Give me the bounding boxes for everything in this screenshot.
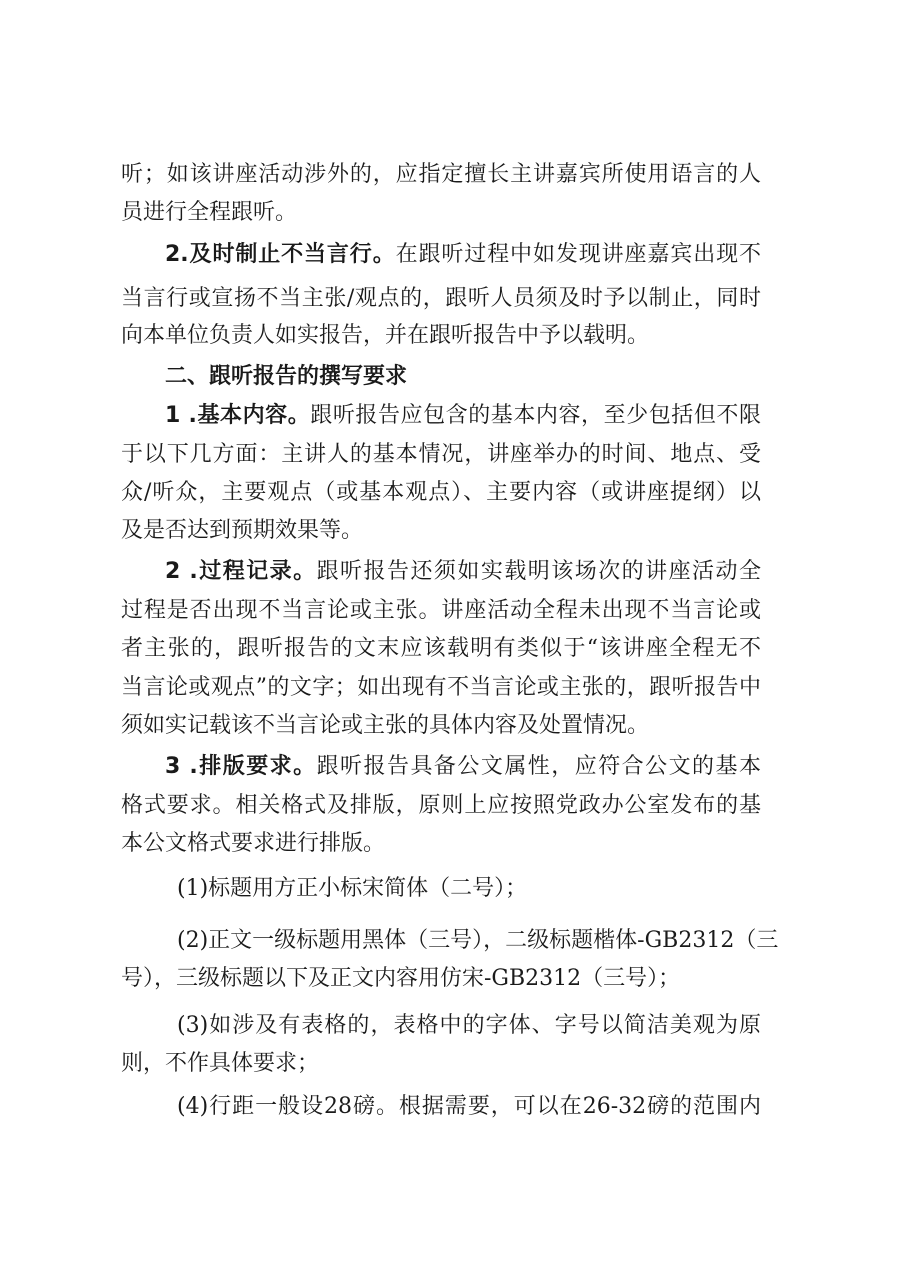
item-2-process-record-line: 2 .过程记录。跟听报告还须如实载明该场次的讲座活动全 <box>165 559 761 584</box>
item-1-basic-content-line: 1 .基本内容。跟听报告应包含的基本内容，至少包括但不限 <box>165 403 761 428</box>
item-2-record-heading: 2 .过程记录。 <box>165 559 317 584</box>
paragraph-line: 众/听众，主要观点（或基本观点）、主要内容（或讲座提纲）以 <box>121 480 761 505</box>
paragraph-line: 者主张的，跟听报告的文末应该载明有类似于“该讲座全程无不 <box>121 636 761 661</box>
list-item: (1)标题用方正小标宋简体（二号）； <box>177 876 528 901</box>
list-item: (2)正文一级标题用黑体（三号），二级标题楷体-GB2312（三 <box>177 928 779 953</box>
paragraph-line: 向本单位负责人如实报告，并在跟听报告中予以载明。 <box>121 323 650 348</box>
section-heading: 二、跟听报告的撰写要求 <box>165 364 408 389</box>
paragraph-line: 本公文格式要求进行排版。 <box>121 831 386 856</box>
paragraph-line: 号），三级标题以下及正文内容用仿宋-GB2312（三号）； <box>121 966 681 991</box>
paragraph-line: 员进行全程跟听。 <box>121 200 298 225</box>
list-item: (4)行距一般设28磅。根据需要，可以在26-32磅的范围内 <box>177 1094 761 1119</box>
item-2-heading: 2.及时制止不当言行。 <box>165 242 396 267</box>
paragraph-line: 则，不作具体要求； <box>121 1051 320 1076</box>
item-3-layout-line: 3 .排版要求。跟听报告具备公文属性，应符合公文的基本 <box>165 754 761 779</box>
paragraph-line: 当言论或观点”的文字；如出现有不当言论或主张的，跟听报告中 <box>121 675 761 700</box>
paragraph-line: 当言行或宣扬不当主张/观点的，跟听人员须及时予以制止，同时 <box>121 286 761 311</box>
paragraph-line: 于以下几方面：主讲人的基本情况，讲座举办的时间、地点、受 <box>121 442 761 467</box>
paragraph-line: 听；如该讲座活动涉外的，应指定擅长主讲嘉宾所使用语言的人 <box>121 162 761 187</box>
paragraph-line: 及是否达到预期效果等。 <box>121 518 364 543</box>
list-item: (3)如涉及有表格的，表格中的字体、字号以简洁美观为原 <box>177 1013 761 1038</box>
item-2-stop-improper-line: 2.及时制止不当言行。在跟听过程中如发现讲座嘉宾出现不 <box>165 242 761 267</box>
paragraph-line: 格式要求。相关格式及排版，原则上应按照党政办公室发布的基 <box>121 793 761 818</box>
item-1-heading: 1 .基本内容。 <box>165 403 311 428</box>
item-3-heading: 3 .排版要求。 <box>165 754 317 779</box>
paragraph-line: 过程是否出现不当言论或主张。讲座活动全程未出现不当言论或 <box>121 598 761 623</box>
paragraph-line: 须如实记载该不当言论或主张的具体内容及处置情况。 <box>121 713 650 738</box>
